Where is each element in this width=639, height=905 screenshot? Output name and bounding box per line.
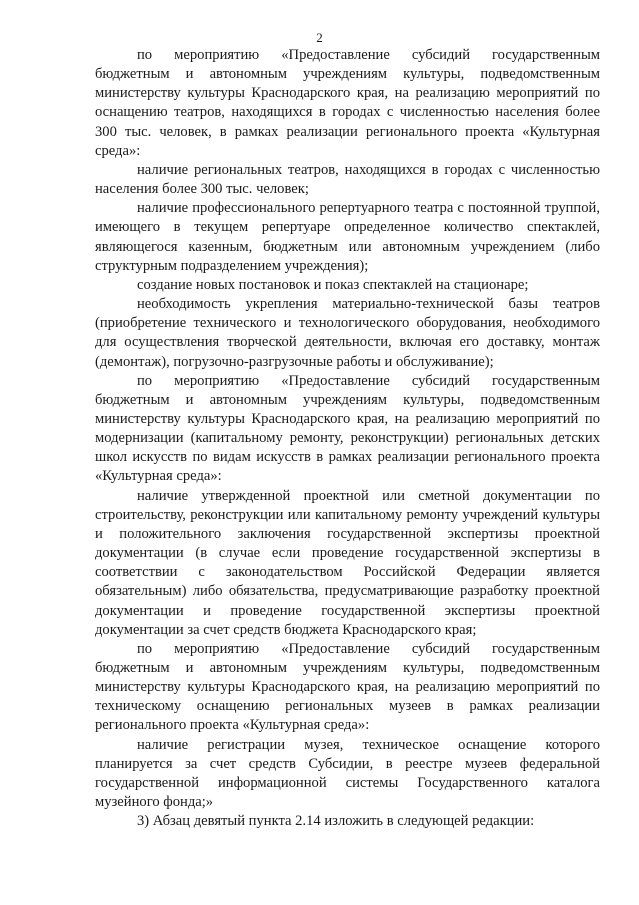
paragraph-theater-subsidy-measure: по мероприятию «Предоставление субсидий государственным бюджетным и автономным учреждениям культуры, подведомственным министерству культуры Краснодарского края, на реализацию мероприятий по оснащению театров, находящихся в городах с численностью населения более 300 тыс. человек, в рамках реализации регионального проекта «Культурная среда»: xyxy=(95,47,600,159)
document-body xyxy=(95,46,600,831)
paragraph-material-base-criterion: необходимость укрепления материально-технической базы театров (приобретение технического и технологического оборудования, необходимого для осуществления творческой деятельности, включая его доставку, монтаж (демонтаж), погрузочно-разгрузочные работы и обслуживание); xyxy=(95,296,600,370)
paragraph-regional-theaters-criterion: наличие региональных театров, находящихся в городах с численностью населения более 300 тыс. человек; xyxy=(95,161,600,198)
paragraph-new-productions-criterion: создание новых постановок и показ спектаклей на стационаре; xyxy=(137,276,529,293)
paragraph-amendment-item-3: 3) Абзац девятый пункта 2.14 изложить в следующей редакции: xyxy=(137,813,535,830)
paragraph-museums-subsidy-measure: по мероприятию «Предоставление субсидий государственным бюджетным и автономным учреждениям культуры, подведомственным министерству культуры Краснодарского края, на реализацию мероприятий по техническому оснащению региональных музеев в рамках реализации регионального проекта «Культурная среда»: xyxy=(95,640,600,734)
paragraph-art-schools-subsidy-measure: по мероприятию «Предоставление субсидий государственным бюджетным и автономным учреждениям культуры, подведомственным министерству культуры Краснодарского края, на реализацию мероприятий по модернизации (капитальному ремонту, реконструкции) региональных детских школ искусств по видам искусств в рамках реализации регионального проекта «Культурная среда»: xyxy=(95,372,600,485)
paragraph-repertory-theater-criterion: наличие профессионального репертуарного театра с постоянной труппой, имеющего в текущем репертуаре определенное количество спектаклей, являющегося казенным, бюджетным или автономным учреждением (либо структурным подразделением учреждения); xyxy=(95,200,600,274)
paragraph-project-documentation-criterion: наличие утвержденной проектной или сметной документации по строительству, реконструкции или капитальному ремонту учреждений культуры и положительного заключения государственной экспертизы проектной документации (в случае если проведение государственной экспертизы в соответствии с законодательством Российской Федерации является обязательным) либо обязательства, предусматривающие разработку проектной документации и проведение государственной экспертизы проектной документации за счет средств бюджета Краснодарского края; xyxy=(95,487,600,638)
paragraph-museum-registry-criterion: наличие регистрации музея, техническое оснащение которого планируется за счет средств Субсидии, в реестре музеев федеральной государственной информационной системы Государственного каталога музейного фонда;» xyxy=(95,736,600,811)
page-number: 2 xyxy=(316,30,323,45)
